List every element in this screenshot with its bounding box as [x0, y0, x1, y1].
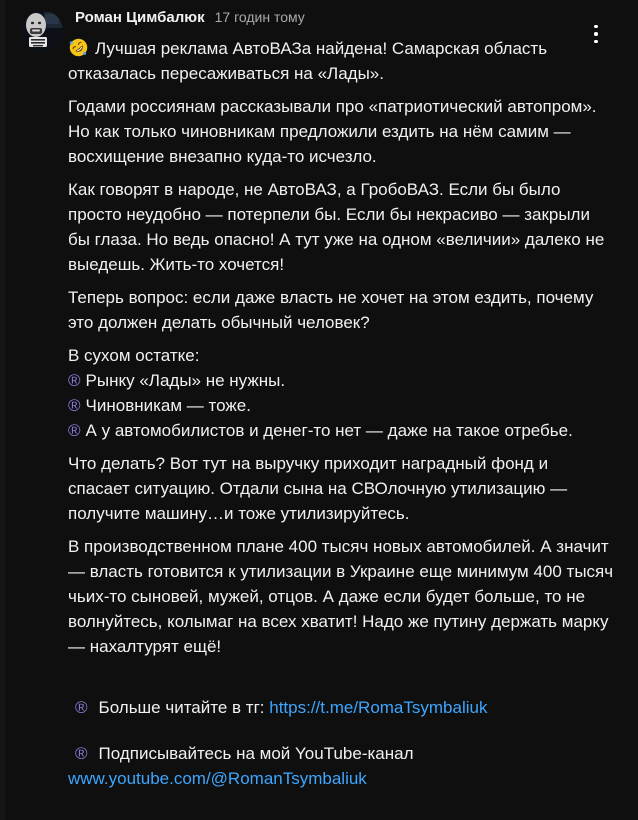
registered-bullet-icon: ®: [68, 371, 81, 390]
lead-text: Лучшая реклама АвтоВАЗа найдена! Самарская область отказалась пересаживаться на «Лады».: [68, 39, 548, 83]
youtube-link-line: [68, 766, 614, 791]
list-item: ® А у автомобилистов и денег-то нет — даже на такое отребье.: [68, 421, 573, 440]
registered-bullet-icon: ®: [75, 744, 88, 763]
post-body: [68, 36, 614, 791]
page-edge-strip: [0, 0, 5, 820]
avatar-image: [21, 10, 63, 52]
paragraph: Как говорят в народе, не АвтоВАЗ, а ГробоВАЗ. Если бы было просто неудобно — потерпели бы. Если бы некрасиво — закрыли бы глаза. Но ведь опасно! А тут уже на одном «величии» далеко не выедешь. Жить-то хочется!: [68, 180, 605, 274]
youtube-line: [68, 741, 614, 766]
youtube-line-text: Подписывайтесь на мой YouTube-канал: [98, 744, 414, 763]
author-name[interactable]: Роман Цимбалюк: [75, 9, 205, 26]
paragraph: Что делать? Вот тут на выручку приходит наградный фонд и спасает ситуацию. Отдали сына на СВОлочную утилизацию — получите машину…и тоже утилизируйтесь.: [68, 454, 568, 523]
paragraph: Теперь вопрос: если даже власть не хочет на этом ездить, почему это должен делать обычный человек?: [68, 288, 594, 332]
telegram-line-text: Больше читайте в тг:: [98, 698, 265, 717]
rofl-emoji-icon: [68, 37, 89, 58]
telegram-line: [68, 695, 614, 720]
lead-paragraph: [68, 36, 614, 86]
list-item: ® Рынку «Лады» не нужны.: [68, 371, 286, 390]
summary-block: [68, 343, 614, 443]
youtube-link[interactable]: www.youtube.com/@RomanTsymbaliuk: [68, 769, 367, 788]
registered-bullet-icon: ®: [68, 421, 81, 440]
paragraph: В производственном плане 400 тысяч новых автомобилей. А значит — власть готовится к утилизации в Украине еще минимум 400 тысяч чьих-то сыновей, мужей, отцов. А даже если будет больше, то не волнуйтесь, колымаг на всех хватит! Надо же путину держать марку — нахалтурят ещё!: [68, 537, 614, 656]
registered-bullet-icon: ®: [68, 396, 81, 415]
registered-bullet-icon: ®: [75, 698, 88, 717]
post-footer: [68, 695, 614, 791]
list-item: ® Чиновникам — тоже.: [68, 396, 251, 415]
summary-intro: В сухом остатке:: [68, 346, 200, 365]
telegram-link[interactable]: https://t.me/RomaTsymbaliuk: [269, 698, 488, 717]
post-timestamp: 17 годин тому: [214, 9, 305, 25]
avatar[interactable]: [21, 10, 63, 52]
post-content: [68, 8, 614, 791]
paragraph: Годами россиянам рассказывали про «патриотический автопром». Но как только чиновникам предложили ездить на нём самим — восхищение внезапно куда-то исчезло.: [68, 97, 597, 166]
byline: [75, 8, 614, 27]
